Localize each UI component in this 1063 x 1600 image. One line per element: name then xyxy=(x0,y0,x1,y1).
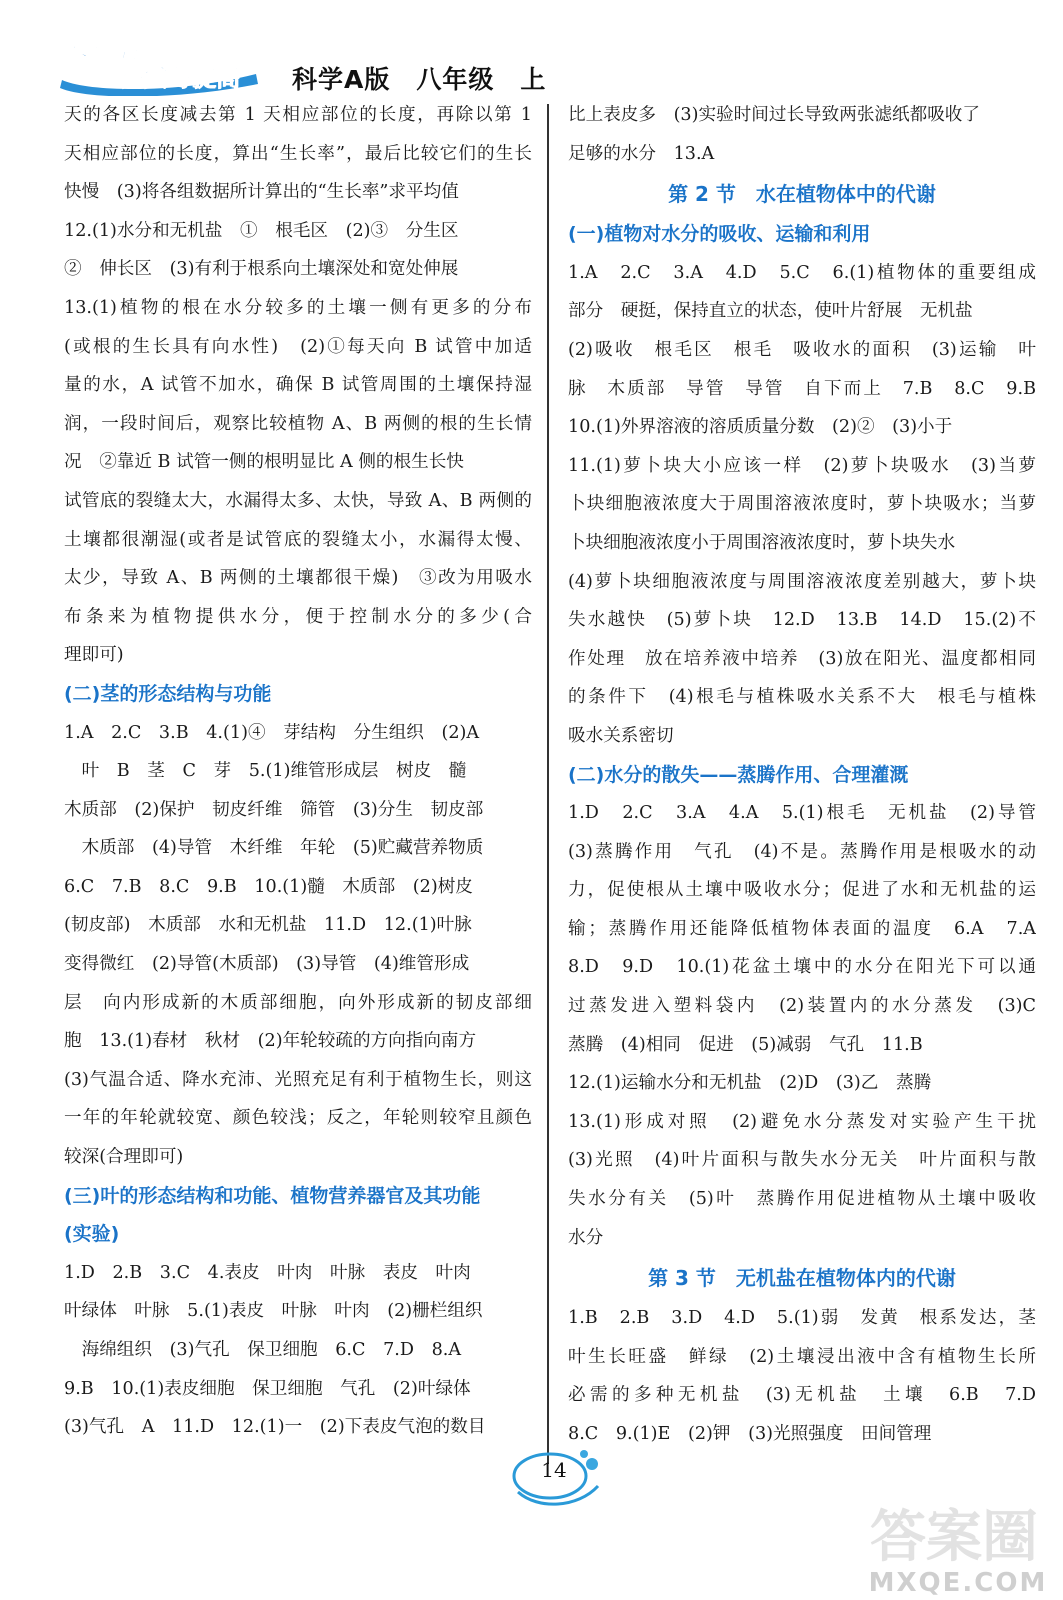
answer-line: (2)吸收 根毛区 根毛 吸收水的面积 (3)运输 叶 xyxy=(568,339,1036,360)
answer-line: 12.(1)运输水分和无机盐 (2)D (3)乙 蒸腾 xyxy=(568,1073,932,1094)
answer-line: 1.D 2.C 3.A 4.A 5.(1)根毛 无机盐 (2)导管 xyxy=(568,803,1036,824)
answer-line: 木质部 (4)导管 木纤维 年轮 (5)贮藏营养物质 xyxy=(64,838,484,859)
answer-line: (3)气温合适、降水充沛、光照充足有利于植物生长，则这 xyxy=(64,1069,532,1090)
answer-line: 叶 B 茎 C 芽 5.(1)维管形成层 树皮 髓 xyxy=(64,761,467,782)
answer-line: 吸水关系密切 xyxy=(568,725,674,746)
answer-line: 理即可) xyxy=(64,645,124,666)
answer-line: 快慢 (3)将各组数据所计算出的“生长率”求平均值 xyxy=(64,182,459,203)
answer-line: 12.(1)水分和无机盐 ① 根毛区 (2)③ 分生区 xyxy=(64,220,459,241)
answer-line: (韧皮部) 木质部 水和无机盐 11.D 12.(1)叶脉 xyxy=(64,915,472,936)
page-number: 14 xyxy=(541,1458,567,1482)
answer-line: 1.A 2.C 3.A 4.D 5.C 6.(1)植物体的重要组成 xyxy=(568,262,1036,283)
answer-line: 土壤都很潮湿(或者是试管底的裂缝太小，水漏得太慢、 xyxy=(64,529,532,550)
answer-line: 试管底的裂缝太大，水漏得太多、太快，导致 A、B 两侧的 xyxy=(64,490,532,511)
answer-line: 13.(1)形成对照 (2)避免水分蒸发对实验产生干扰 xyxy=(568,1111,1036,1132)
answer-line: 1.D 2.B 3.C 4.表皮 叶肉 叶脉 表皮 叶肉 xyxy=(64,1262,471,1283)
answer-line: 木质部 (2)保护 韧皮纤维 筛管 (3)分生 韧皮部 xyxy=(64,799,484,820)
answer-line: 胞 13.(1)春材 秋材 (2)年轮较疏的方向指向南方 xyxy=(64,1031,477,1052)
answer-line: 较深(合理即可) xyxy=(64,1147,184,1168)
answer-line: 比上表皮多 (3)实验时间过长导致两张滤纸都吸收了 xyxy=(568,105,980,125)
answer-line: 足够的水分 13.A xyxy=(568,143,715,164)
section-heading: (一)植物对水分的吸收、运输和利用 xyxy=(568,223,871,246)
answer-line: 过蒸发进入塑料袋内 (2)装置内的水分蒸发 (3)C xyxy=(568,996,1036,1017)
answer-line: 太少，导致 A、B 两侧的土壤都很干燥) ③改为用吸水 xyxy=(64,568,532,589)
section-heading: (二)茎的形态结构与功能 xyxy=(64,682,272,705)
answer-line: ② 伸长区 (3)有利于根系向土壤深处和宽处伸展 xyxy=(64,259,459,280)
answer-line: 变得微红 (2)导管(木质部) (3)导管 (4)维管形成 xyxy=(64,954,470,975)
answer-line: 脉 木质部 导管 导管 自下而上 7.B 8.C 9.B xyxy=(568,378,1036,399)
svg-text:全优方案: 全优方案 xyxy=(62,45,167,75)
answer-line: 1.B 2.B 3.D 4.D 5.(1)弱 发黄 根系发达，茎 xyxy=(568,1308,1036,1329)
answer-line: (或根的生长具有向水性) (2)①每天向 B 试管中加适 xyxy=(64,336,532,357)
answer-line: (3)蒸腾作用 气孔 (4)不是。蒸腾作用是根吸水的动 xyxy=(568,841,1036,862)
right-column xyxy=(568,96,1036,1454)
svg-text:夯实与提高: 夯实与提高 xyxy=(120,64,240,92)
answer-line: 天相应部位的长度，算出“生长率”，最后比较它们的生长 xyxy=(64,143,532,164)
answer-line: 8.C 9.(1)E (2)钾 (3)光照强度 田间管理 xyxy=(568,1424,932,1444)
answer-line: 13.(1)植物的根在水分较多的土壤一侧有更多的分布 xyxy=(64,297,532,318)
answer-line: 10.(1)外界溶液的溶质质量分数 (2)② (3)小于 xyxy=(568,417,953,438)
answer-line: 9.B 10.(1)表皮细胞 保卫细胞 气孔 (2)叶绿体 xyxy=(64,1378,471,1399)
watermark-text: MXQE.COM xyxy=(868,1568,1048,1598)
section-heading: (二)水分的散失——蒸腾作用、合理灌溉 xyxy=(568,763,909,786)
answer-line: 失水越快 (5)萝卜块 12.D 13.B 14.D 15.(2)不 xyxy=(568,610,1036,631)
answer-line: 力，促使根从土壤中吸收水分；促进了水和无机盐的运 xyxy=(568,880,1036,901)
answer-line: 布条来为植物提供水分，便于控制水分的多少(合 xyxy=(64,606,532,627)
answer-line: 天的各区长度减去第 1 天相应部位的长度，再除以第 1 xyxy=(64,105,532,125)
section-heading: (实验) xyxy=(64,1223,120,1246)
answer-line: 6.C 7.B 8.C 9.B 10.(1)髓 木质部 (2)树皮 xyxy=(64,876,473,897)
answer-line: 蒸腾 (4)相同 促进 (5)减弱 气孔 11.B xyxy=(568,1034,923,1055)
answer-line: 失水分有关 (5)叶 蒸腾作用促进植物从土壤中吸收 xyxy=(568,1189,1036,1210)
answer-line: 况 ②靠近 B 试管一侧的根明显比 A 侧的根生长快 xyxy=(64,452,464,473)
book-logo xyxy=(58,34,263,96)
watermark-logo-text: 答案圈 xyxy=(870,1505,1038,1570)
chapter-heading: 第 2 节 水在植物体中的代谢 xyxy=(668,182,936,207)
answer-line: 8.D 9.D 10.(1)花盆土壤中的水分在阳光下可以通 xyxy=(568,957,1036,978)
answer-line: 叶生长旺盛 鲜绿 (2)土壤浸出液中含有植物生长所 xyxy=(568,1346,1036,1367)
answer-line: 必需的多种无机盐 (3)无机盐 土壤 6.B 7.D xyxy=(568,1385,1036,1406)
page-footer xyxy=(0,1440,1063,1600)
answer-line: 层 向内形成新的木质部细胞，向外形成新的韧皮部细 xyxy=(64,992,532,1013)
page-title: 科学A版 八年级 上 xyxy=(292,65,547,94)
section-heading: (三)叶的形态结构和功能、植物营养器官及其功能 xyxy=(64,1184,481,1207)
answer-line: 海绵组织 (3)气孔 保卫细胞 6.C 7.D 8.A xyxy=(64,1340,462,1360)
answer-line: (4)萝卜块细胞液浓度与周围溶液浓度差别越大，萝卜块 xyxy=(568,571,1036,592)
answer-line: 1.A 2.C 3.B 4.(1)④ 芽结构 分生组织 (2)A xyxy=(64,722,480,743)
answer-line: 叶绿体 叶脉 5.(1)表皮 叶脉 叶肉 (2)栅栏组织 xyxy=(64,1301,483,1322)
answer-line: 一年的年轮就较宽、颜色较浅；反之，年轮则较窄且颜色 xyxy=(64,1108,532,1129)
answer-line: 部分 硬挺，保持直立的状态，使叶片舒展 无机盐 xyxy=(568,301,973,322)
answer-line: 润，一段时间后，观察比较植物 A、B 两侧的根的生长情 xyxy=(64,413,532,434)
answer-line: (3)光照 (4)叶片面积与散失水分无关 叶片面积与散 xyxy=(568,1150,1036,1171)
answer-line: 作处理 放在培养液中培养 (3)放在阳光、温度都相同 xyxy=(568,648,1036,669)
answer-line: 水分 xyxy=(568,1227,604,1248)
answer-line: 输；蒸腾作用还能降低植物体表面的温度 6.A 7.A xyxy=(568,918,1036,939)
answer-line: (3)气孔 A 11.D 12.(1)一 (2)下表皮气泡的数目 xyxy=(64,1417,486,1438)
column-divider xyxy=(547,104,549,1464)
left-column xyxy=(64,96,532,1447)
answer-line: 卜块细胞液浓度小于周围溶液浓度时，萝卜块失水 xyxy=(568,532,956,553)
answer-line: 11.(1)萝卜块大小应该一样 (2)萝卜块吸水 (3)当萝 xyxy=(568,455,1036,476)
answer-line: 卜块细胞液浓度大于周围溶液浓度时，萝卜块吸水；当萝 xyxy=(568,494,1036,515)
answer-line: 的条件下 (4)根毛与植株吸水关系不大 根毛与植株 xyxy=(568,687,1036,708)
page-header xyxy=(0,0,1063,100)
chapter-heading: 第 3 节 无机盐在植物体内的代谢 xyxy=(648,1266,956,1291)
answer-line: 量的水，A 试管不加水，确保 B 试管周围的土壤保持湿 xyxy=(64,375,532,396)
